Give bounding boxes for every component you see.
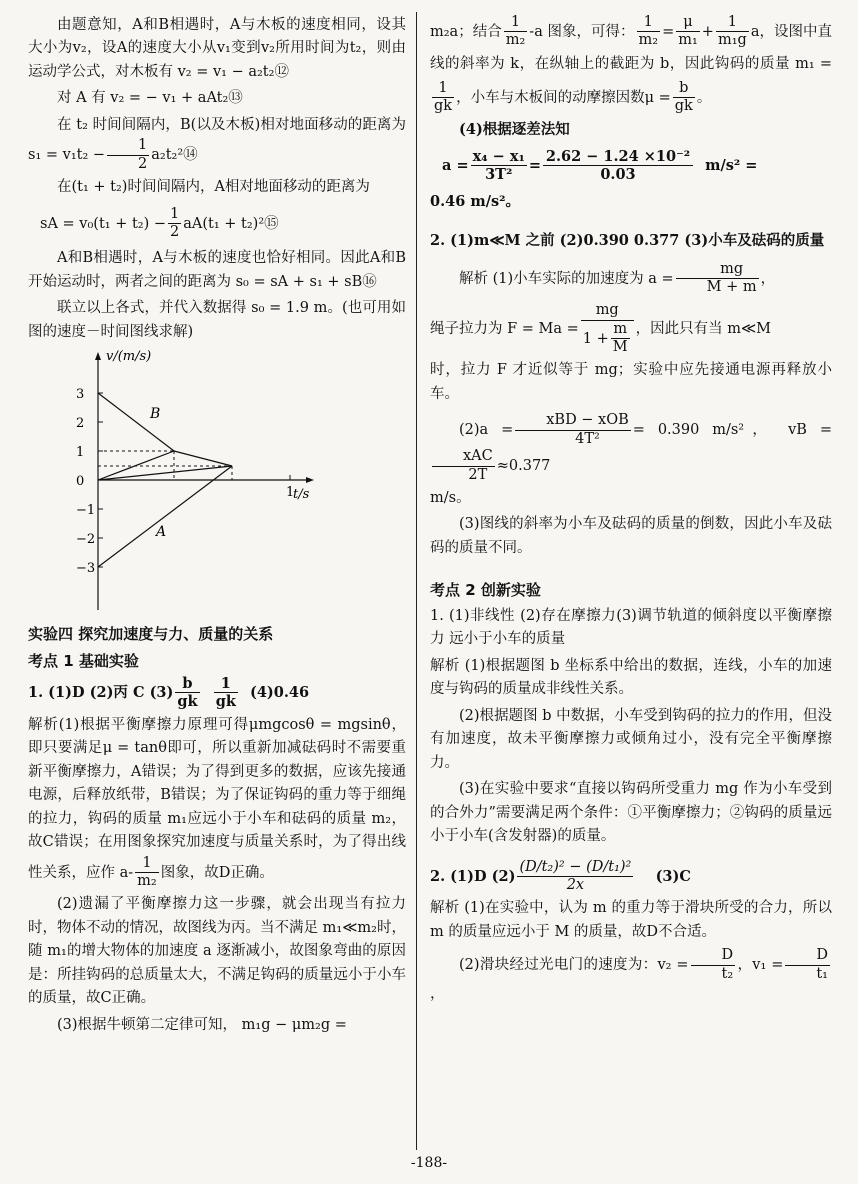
para-eq14: 在 t₂ 时间间隔内，B(以及木板)相对地面移动的距离为 s₁ = v₁t₂ − $\frac{1}{2}$ a₂t₂²⑭ xyxy=(28,116,406,172)
answer-1: 1. (1)D (2)丙 C (3) $\frac{b}{gk}$ $\frac{1}{gk}$ (4)0.46 xyxy=(28,675,310,711)
eq15: sA = v₀(t₁ + t₂) − $\frac{1}{2}$ aA(t₁ + t₂)²⑮ xyxy=(40,205,279,241)
y-tick-label: −2 xyxy=(76,532,96,548)
y-tick-label: −1 xyxy=(76,503,96,519)
y-tick-label: −3 xyxy=(76,561,96,577)
answer-2: 2. (1)m≪M 之前 (2)0.390 0.377 (3)小车及砝码的质量 xyxy=(430,232,825,250)
answer-2-tension-cont: 时，拉力 F 才近似等于 mg；实验中应先接通电源再释放小车。 xyxy=(430,362,832,402)
x-tick-label-1: 1 xyxy=(286,485,295,501)
para-result: 联立以上各式，并代入数据得 s₀ = 1.9 m。(也可用如图的速度－时间图线求解) xyxy=(28,300,406,340)
creative-answer-2: 2. (1)D (2) $\frac{\text{(D/t₂)² − (D/t₁)²}}{2x}$ (3)C xyxy=(430,858,691,893)
answer-2-velocity-unit: m/s。 xyxy=(430,490,471,506)
x-axis-arrow xyxy=(306,477,314,483)
para-meet-condition: 由题意知，A和B相遇时，A与木板的速度相同，设其大小为v₂，设A的速度大小从v₁变到v₂所用时间为t₂，则由运动学公式，对木板有 v₂ = v₁ − a₂t₂⑫ xyxy=(28,17,406,80)
para-eq13: 对 A 有 v₂ = − v₁ + aAt₂⑬ xyxy=(57,90,243,107)
cont-analysis-3: m₂a；结合 $\frac{1}{\text{m₂}}$ -a 图象，可得： $\frac{1}{\text{m₂}}$ = $\frac{\mu}{\text{m₁}}$ + $\frac{1}{\text{m₁g}}$ a，设图中直线的斜率为 k，在纵轴上的截距为 b，因此钩码的质量 m₁ = $\frac{1}{gk}$ ，小车与木板间的动摩擦因数μ = $\frac{b}{gk}$ 。 xyxy=(430,14,832,114)
line-common xyxy=(174,451,232,466)
left-column xyxy=(28,14,406,1040)
section-k2: 考点 2 创新实验 xyxy=(430,581,541,600)
diff-result: 0.46 m/s²。 xyxy=(430,192,521,210)
answer-2-analysis-3: (3)图线的斜率为小车及砝码的质量的倒数，因此小车及砝码的质量不同。 xyxy=(430,516,832,556)
creative-2-analysis-2: (2)滑块经过光电门的速度为：v₂ = $\frac{D}{\text{t₂}}$ ，v₁ = $\frac{D}{\text{t₁}}$ ， xyxy=(430,947,828,1003)
label-A: A xyxy=(156,524,167,541)
y-axis-arrow xyxy=(95,352,101,360)
creative-answer-1: 1. (1)非线性 (2)存在摩擦力(3)调节轨道的倾斜度以平衡摩擦力 远小于小车的质量 xyxy=(430,607,832,648)
creative-analysis-3: (3)在实验中要求“直接以钩码所受重力 mg 作为小车受到的合外力”需要满足两个条件：①平衡摩擦力；②钩码的质量远小于小车(含发射器)的质量。 xyxy=(430,781,832,845)
answer-2-tension: 绳子拉力为 F = Ma = mg 1 + $\frac{m}{M}$ ，因此只有当 m≪M xyxy=(430,302,772,356)
answer-2-analysis-1: 解析 (1)小车实际的加速度为 a = $\frac{mg}{M + m}$ ， xyxy=(459,260,776,295)
y-tick-label: 0 xyxy=(76,474,85,490)
y-tick-label: 1 xyxy=(76,445,85,461)
diff-eq: a = $\frac{\text{x₄ − x₁}}{\text{3T²}}$ = $\frac{\text{2.62 − 1.24 ×10⁻²}}{0.03}$ m/s² = xyxy=(442,147,758,184)
para-interval: 在(t₁ + t₂)时间间隔内，A相对地面移动的距离为 xyxy=(57,179,370,196)
para-eq16: A和B相遇时，A与木板的速度也恰好相同。因此A和B开始运动时，两者之间的距离为 s₀ = sA + s₁ + sB⑯ xyxy=(28,250,406,290)
line-lower-from-zero xyxy=(98,466,232,480)
page-number: -188- xyxy=(410,1155,448,1171)
creative-2-analysis-1: 解析 (1)在实验中，认为 m 的重力等于滑块所受的合力，所以 m 的质量应远小于 M 的质量，故D不合适。 xyxy=(430,900,832,940)
line-A xyxy=(98,466,232,567)
creative-analysis-1: 解析 (1)根据题图 b 坐标系中给出的数据，连线，小车的加速度与钩码的质量成非线性关系。 xyxy=(430,657,832,698)
x-axis-label: t/s xyxy=(293,487,310,503)
section-k1: 考点 1 基础实验 xyxy=(28,651,139,670)
analysis-3: (3)根据牛顿第二定律可知， m₁g − μm₂g = xyxy=(57,1016,347,1033)
y-tick-label: 3 xyxy=(76,387,85,403)
analysis-2: (2)遗漏了平衡摩擦力这一步骤，就会出现当有拉力时，物体不动的情况，故图线为丙。当不满足 m₁≪m₂时，随 m₁的增大物体的加速度 a 逐渐减小，故图象弯曲的原因是：所挂钩码的总质量太大，不满足钩码的质量远小于小车的质量，故C正确。 xyxy=(28,896,406,1007)
diff-method: (4)根据逐差法知 xyxy=(459,121,570,139)
y-axis-label: v/(m/s) xyxy=(106,349,152,365)
column-divider xyxy=(416,12,417,1150)
right-column xyxy=(430,14,832,1010)
label-B: B xyxy=(150,406,161,423)
answer-2-velocity: (2)a = $\frac{\text{xBD − xOB}}{\text{4T²}}$ = 0.390 m/s²， vB = $\frac{\text{xAC}}{2T}$ ≈0.377 xyxy=(430,412,832,484)
y-tick-label: 2 xyxy=(76,416,85,432)
creative-analysis-2: (2)根据题图 b 中数据，小车受到钩码的拉力的作用，但没有加速度，故未平衡摩擦力或倾角过小，没有完全平衡摩擦力。 xyxy=(430,707,832,771)
line-B xyxy=(98,393,174,451)
velocity-time-graph xyxy=(68,348,318,616)
analysis-1: 解析(1)根据平衡摩擦力原理可得μmgcosθ = mgsinθ，即只要满足μ = tanθ即可，所以重新加减砝码时不需要重新平衡摩擦力，A错误；为了得到更多的数据，应该先接通电源，后释放纸带，B错误；为了保证钩码的重力等于细绳的拉力，钩码的质量 m₁应远小于小车和砝码的质量 m₂，故C错误；在用图象探究加速度与质量关系时，为了得出线性关系，应作 a- $\frac{1}{\text{m₂}}$ 图象，故D正确。 xyxy=(28,716,406,890)
section-exp4: 实验四 探究加速度与力、质量的关系 xyxy=(28,625,274,644)
